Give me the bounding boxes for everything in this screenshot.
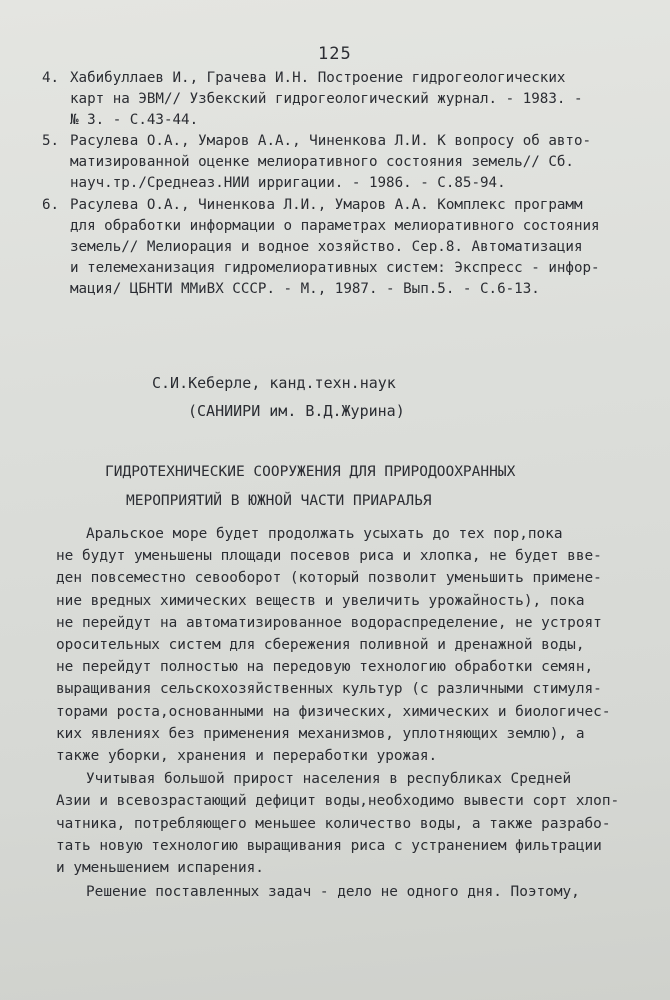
- reference-line: науч.тр./Среднеаз.НИИ ирригации. - 1986. - С.85-94.: [70, 175, 506, 191]
- reference-item: [40, 68, 640, 131]
- reference-number: 6.: [42, 197, 60, 213]
- reference-line: Расулева О.А., Умаров А.А., Чиненкова Л.И. К вопросу об авто-: [70, 133, 592, 149]
- reference-item: [40, 131, 640, 194]
- body-line: выращивания сельскохозяйственных культур (с различными стимуля-: [56, 681, 602, 698]
- reference-line: матизированной оценке мелиоративного состояния земель// Сб.: [70, 154, 574, 170]
- body-line: также уборки, хранения и переработки урожая.: [56, 748, 438, 765]
- reference-list: [40, 68, 640, 300]
- body-line: ден повсеместно севооборот (который позволит уменьшить примене-: [56, 570, 602, 587]
- article-body: [56, 523, 636, 903]
- body-line: Учитывая большой прирост населения в республиках Средней: [86, 771, 572, 788]
- paragraph: [56, 768, 636, 879]
- reference-line: № 3. - С.43-44.: [70, 112, 199, 128]
- body-line: Решение поставленных задач - дело не одного дня. Поэтому,: [86, 884, 580, 901]
- article-title: [105, 458, 565, 516]
- body-line: чатника, потребляющего меньшее количество воды, а также разрабо-: [56, 815, 611, 832]
- body-line: Азии и всевозрастающий дефицит воды,необходимо вывести сорт хлоп-: [56, 793, 620, 810]
- body-line: торами роста,основанными на физических, химических и биологичес-: [56, 703, 611, 720]
- body-line: и уменьшением испарения.: [56, 860, 264, 877]
- body-line: не перейдут на автоматизированное водораспределение, не устроят: [56, 614, 602, 631]
- reference-line: карт на ЭВМ// Узбекский гидрогеологический журнал. - 1983. -: [70, 91, 583, 107]
- body-line: не будут уменьшены площади посевов риса и хлопка, не будет вве-: [56, 548, 602, 565]
- reference-line: Хабибуллаев И., Грачева И.Н. Построение гидрогеологических: [70, 70, 566, 86]
- author-affiliation: (САНИИРИ им. В.Д.Журина): [188, 402, 405, 420]
- paragraph: [56, 523, 636, 767]
- reference-number: 5.: [42, 133, 60, 149]
- page-number: 125: [318, 44, 352, 64]
- body-line: не перейдут полностью на передовую технологию обработки семян,: [56, 659, 594, 676]
- body-line: тать новую технологию выращивания риса с устранением фильтрации: [56, 837, 602, 854]
- reference-item: [40, 195, 640, 300]
- body-line: ние вредных химических веществ и увеличить урожайность), пока: [56, 592, 585, 609]
- article-author: С.И.Кеберле, канд.техн.наук: [152, 374, 396, 392]
- reference-line: и телемеханизация гидромелиоративных систем: Экспресс - инфор-: [70, 260, 600, 276]
- body-line: оросительных систем для сбережения поливной и дренажной воды,: [56, 637, 585, 654]
- reference-line: Расулева О.А., Чиненкова Л.И., Умаров А.А. Комплекс программ: [70, 197, 583, 213]
- reference-line: земель// Мелиорация и водное хозяйство. Сер.8. Автоматизация: [70, 239, 583, 255]
- body-line: ких явлениях без применения механизмов, уплотняющих землю), а: [56, 725, 585, 742]
- body-line: Аральское море будет продолжать усыхать до тех пор,пока: [86, 526, 563, 542]
- reference-number: 4.: [42, 70, 60, 86]
- reference-line: мация/ ЦБНТИ ММиВХ СССР. - М., 1987. - Вып.5. - С.6-13.: [70, 281, 540, 297]
- reference-line: для обработки информации о параметрах мелиоративного состояния: [70, 218, 600, 234]
- paragraph: [56, 881, 636, 903]
- title-line: МЕРОПРИЯТИЙ В ЮЖНОЙ ЧАСТИ ПРИАРАЛЬЯ: [126, 493, 432, 509]
- title-line: ГИДРОТЕХНИЧЕСКИЕ СООРУЖЕНИЯ ДЛЯ ПРИРОДООХРАННЫХ: [105, 464, 516, 480]
